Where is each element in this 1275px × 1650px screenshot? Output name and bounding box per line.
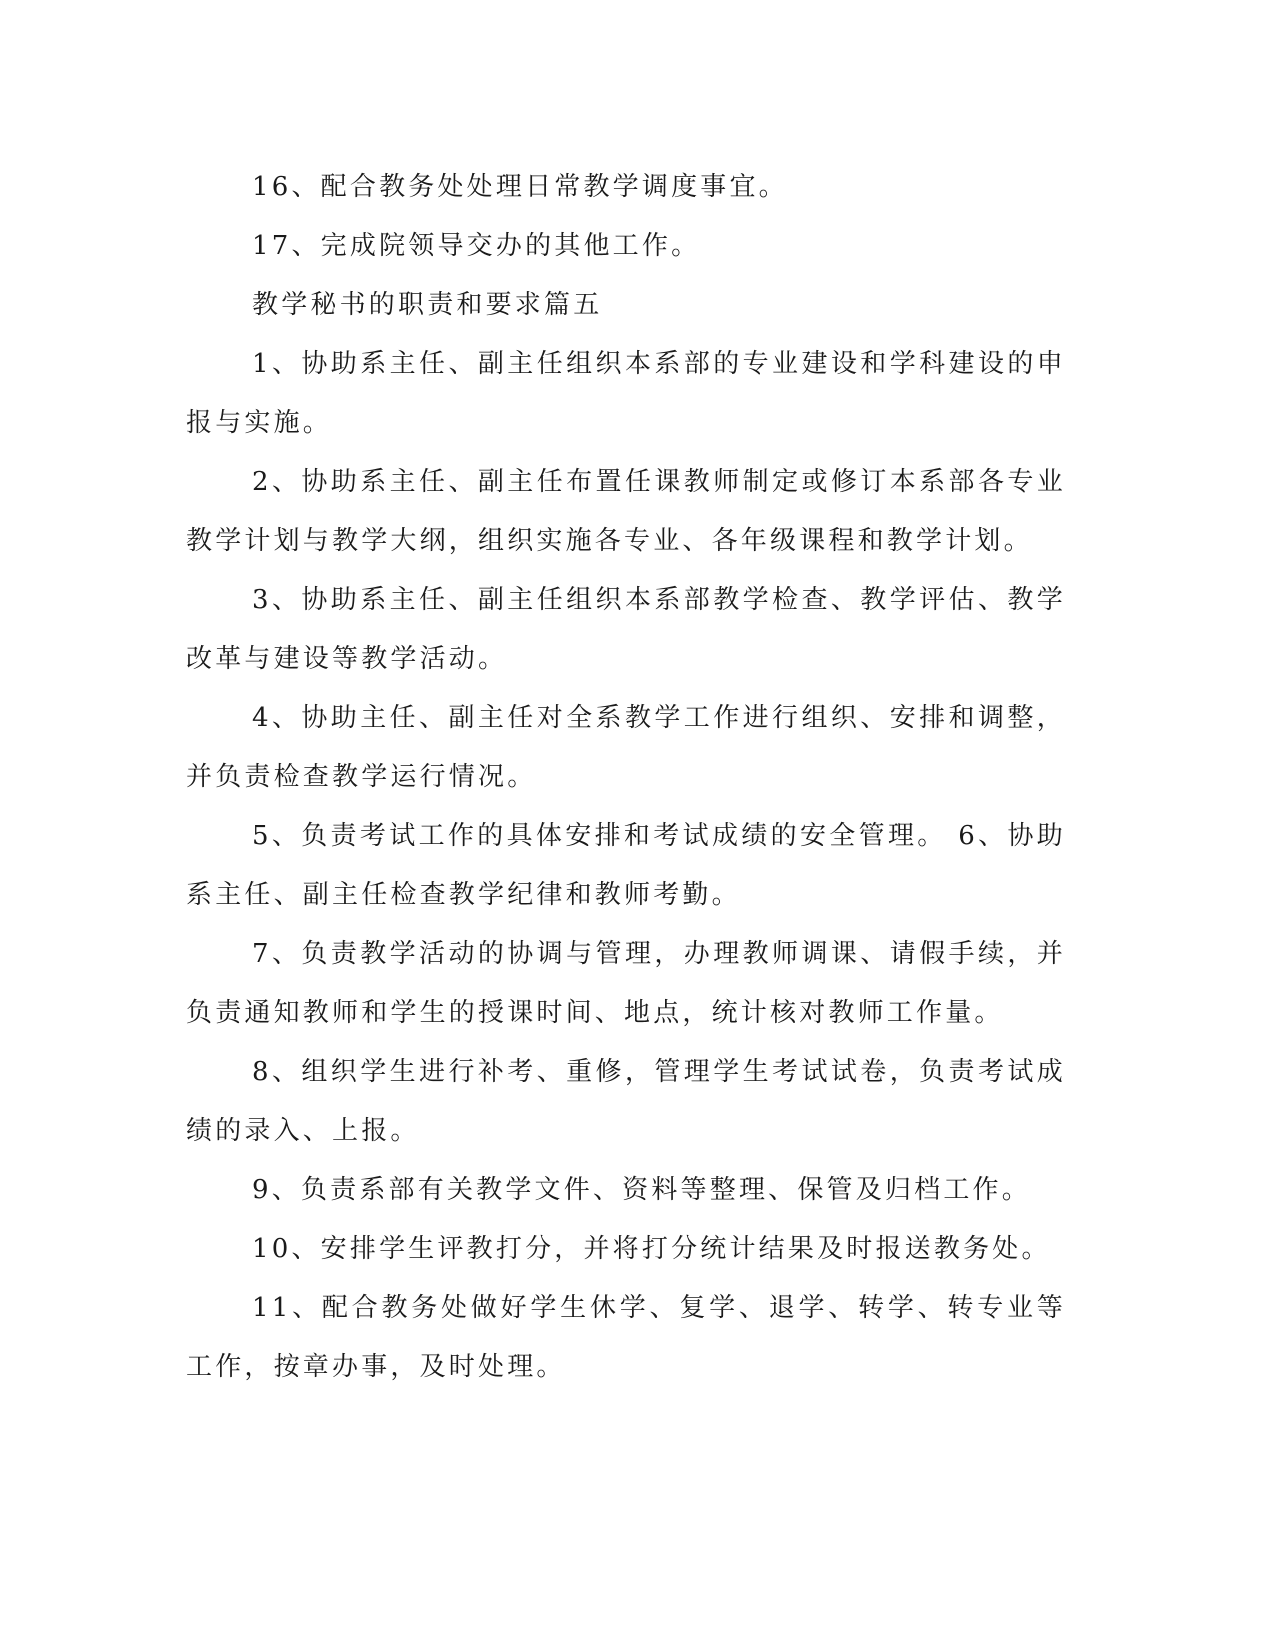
paragraph-1: 1、协助系主任、副主任组织本系部的专业建设和学科建设的申报与实施。: [186, 349, 1066, 438]
paragraph-4: 4、协助主任、副主任对全系教学工作进行组织、安排和调整，并负责检查教学运行情况。: [186, 703, 1066, 792]
paragraph-11: 11、配合教务处做好学生休学、复学、退学、转学、转专业等工作，按章办事，及时处理。: [186, 1293, 1066, 1382]
section-heading: 教学秘书的职责和要求篇五: [252, 290, 603, 320]
paragraph-7: 7、负责教学活动的协调与管理，办理教师调课、请假手续，并负责通知教师和学生的授课时间、地点，统计核对教师工作量。: [186, 939, 1066, 1028]
paragraph-5-6: 5、负责考试工作的具体安排和考试成绩的安全管理。 6、协助系主任、副主任检查教学纪律和教师考勤。: [186, 821, 1066, 910]
paragraph-8: 8、组织学生进行补考、重修，管理学生考试试卷，负责考试成绩的录入、上报。: [186, 1057, 1066, 1146]
paragraph-16: 16、配合教务处处理日常教学调度事宜。: [252, 172, 788, 202]
paragraph-2: 2、协助系主任、副主任布置任课教师制定或修订本系部各专业教学计划与教学大纲，组织实施各专业、各年级课程和教学计划。: [186, 467, 1066, 556]
paragraph-10: 10、安排学生评教打分，并将打分统计结果及时报送教务处。: [252, 1234, 1051, 1264]
paragraph-9: 9、负责系部有关教学文件、资料等整理、保管及归档工作。: [252, 1175, 1031, 1205]
paragraph-17: 17、完成院领导交办的其他工作。: [252, 231, 701, 261]
document-body: [186, 158, 1066, 1397]
paragraph-3: 3、协助系主任、副主任组织本系部教学检查、教学评估、教学改革与建设等教学活动。: [186, 585, 1066, 674]
